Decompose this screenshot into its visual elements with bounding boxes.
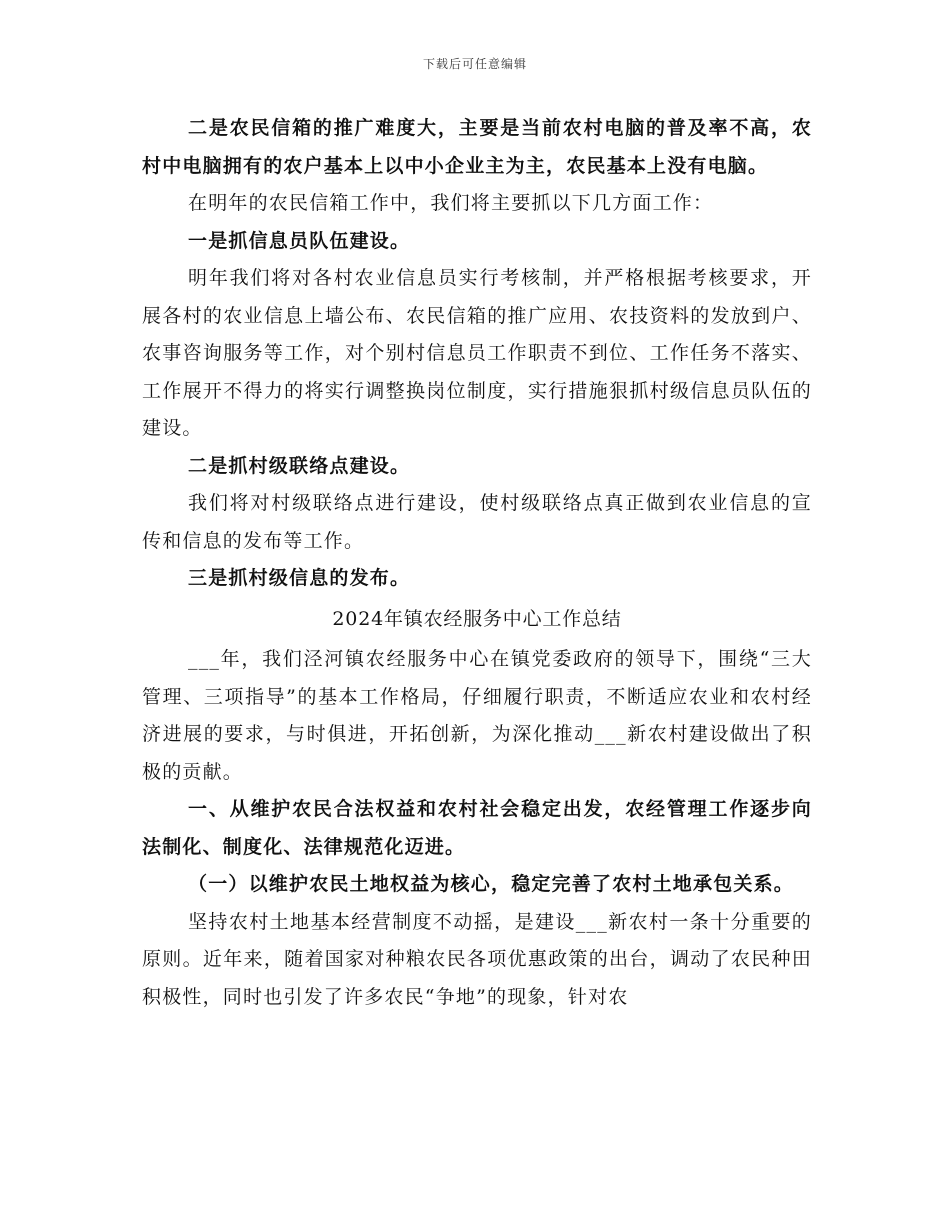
paragraph-informant-team: 明年我们将对各村农业信息员实行考核制，并严格根据考核要求，开展各村的农业信息上墙公布、农民信箱的推广应用、农技资料的发放到户、农事咨询服务等工作，对个别村信息员工作职责不到位、工作任务不落实、工作展开不得力的将实行调整换岗位制度，实行措施狠抓村级信息员队伍的建设。	[142, 267, 812, 439]
document-body	[142, 110, 812, 1016]
subsection-heading-1: （一）以维护农民土地权益为核心，稳定完善了农村土地承包关系。	[188, 873, 795, 895]
section-heading-1: 一、从维护农民合法权益和农村社会稳定出发，农经管理工作逐步向法制化、制度化、法律规范化迈进。	[142, 798, 812, 858]
heading-info-release: 三是抓村级信息的发布。	[188, 567, 411, 589]
page-header: 下载后可任意编辑	[422, 57, 527, 71]
paragraph-difficulty: 二是农民信箱的推广难度大，主要是当前农村电脑的普及率不高，农村中电脑拥有的农户基本上以中小企业主为主，农民基本上没有电脑。	[142, 117, 812, 177]
document-title: 2024年镇农经服务中心工作总结	[332, 607, 622, 630]
paragraph-land-policy: 坚持农村土地基本经营制度不动摇，是建设___新农村一条十分重要的原则。近年来，随着国家对种粮农民各项优惠政策的出台，调动了农民种田积极性，同时也引发了许多农民“争地”的现象，针对农	[142, 910, 812, 1008]
paragraph-next-year-intro: 在明年的农民信箱工作中，我们将主要抓以下几方面工作：	[188, 192, 714, 214]
heading-informant-team: 一是抓信息员队伍建设。	[188, 229, 411, 252]
heading-liaison-point: 二是抓村级联络点建设。	[188, 454, 411, 477]
paragraph-summary-intro: ___年，我们泾河镇农经服务中心在镇党委政府的领导下，围绕“三大管理、三项指导”的基本工作格局，仔细履行职责，不断适应农业和农村经济进展的要求，与时俱进，开拓创新，为深化推动___新农村建设做出了积极的贡献。	[142, 648, 812, 783]
paragraph-liaison-point: 我们将对村级联络点进行建设，使村级联络点真正做到农业信息的宣传和信息的发布等工作。	[142, 492, 812, 552]
